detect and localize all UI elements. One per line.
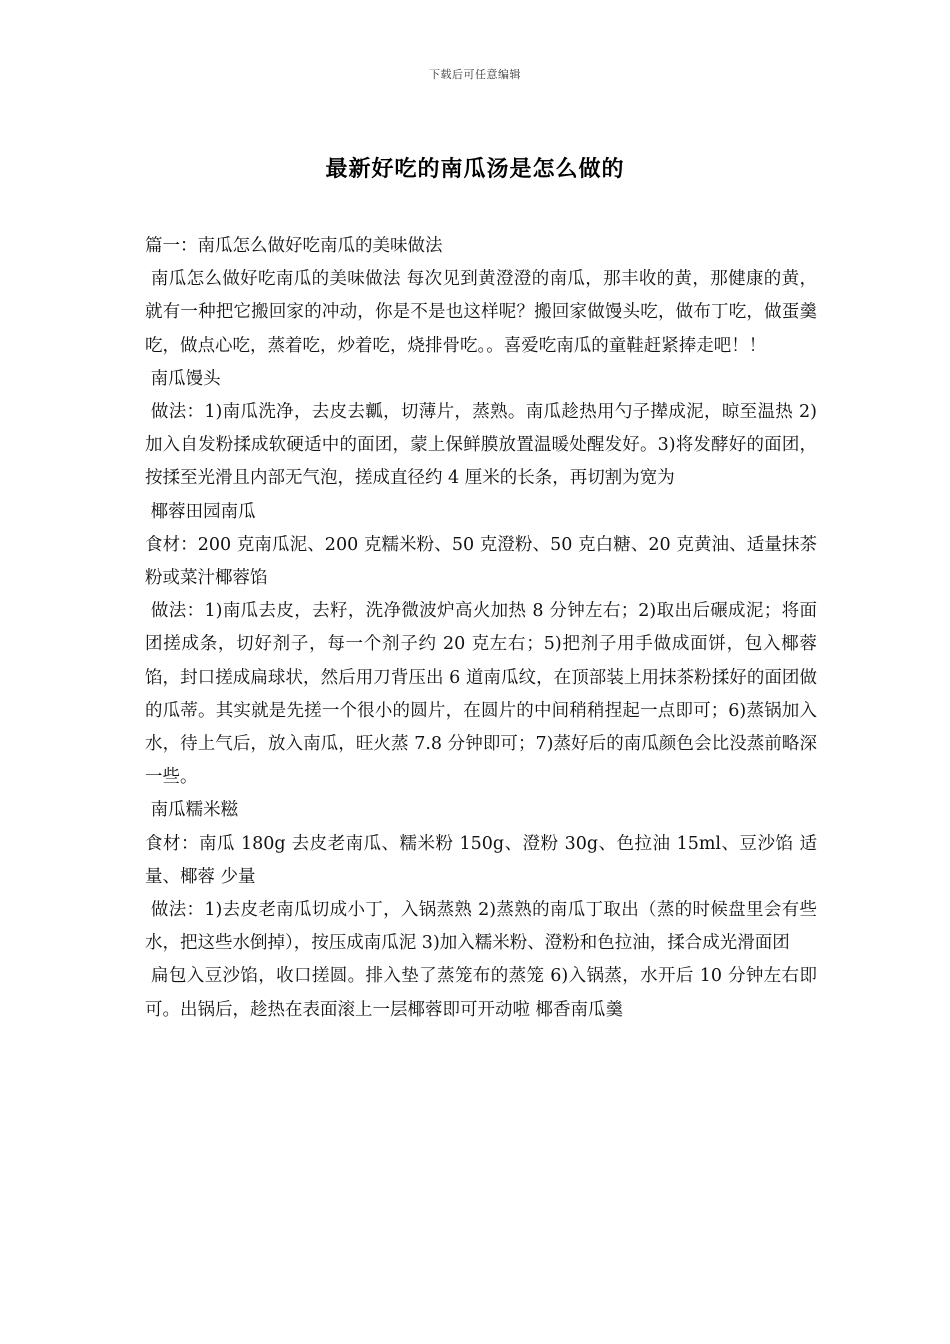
section-heading: 篇一：南瓜怎么做好吃南瓜的美味做法: [145, 236, 443, 256]
document-body: [145, 230, 817, 1027]
recipe-method: 扁包入豆沙馅，收口搓圆。排入垫了蒸笼布的蒸笼 6)入锅蒸，水开后 10 分钟左右即可。出锅后，趁热在表面滚上一层椰蓉即可开动啦 椰香南瓜羹: [145, 966, 817, 1020]
recipe-title: 椰蓉田园南瓜: [145, 501, 256, 522]
recipe-ingredients: 食材：200 克南瓜泥、200 克糯米粉、50 克澄粉、50 克白糖、20 克黄油、适量抹茶粉或菜汁椰蓉馅: [145, 534, 817, 589]
recipe-title: 南瓜馒头: [145, 368, 221, 389]
header-note: 下载后可任意编辑: [429, 68, 521, 81]
document-title: 最新好吃的南瓜汤是怎么做的: [325, 156, 625, 182]
recipe-method: 做法：1)去皮老南瓜切成小丁，入锅蒸熟 2)蒸熟的南瓜丁取出（蒸的时候盘里会有些水，把这些水倒掉），按压成南瓜泥 3)加入糯米粉、澄粉和色拉油，揉合成光滑面团: [145, 900, 817, 954]
recipe-ingredients: 食材：南瓜 180g 去皮老南瓜、糯米粉 150g、澄粉 30g、色拉油 15ml、豆沙馅 适量、椰蓉 少量: [145, 833, 817, 887]
recipe-title: 南瓜糯米糍: [145, 800, 239, 821]
recipe-method: 做法：1)南瓜洗净，去皮去瓤，切薄片，蒸熟。南瓜趁热用勺子撵成泥，晾至温热 2)加入自发粉揉成软硬适中的面团，蒙上保鲜膜放置温暖处醒发好。3)将发酵好的面团，按揉至光滑且内部无气泡，搓成直径约 4 厘米的长条，再切割为宽为: [145, 402, 817, 489]
intro-paragraph: 南瓜怎么做好吃南瓜的美味做法 每次见到黄澄澄的南瓜，那丰收的黄，那健康的黄，就有一种把它搬回家的冲动，你是不是也这样呢？搬回家做馒头吃，做布丁吃，做蛋羹吃，做点心吃，蒸着吃，炒着吃，烧排骨吃。。喜爱吃南瓜的童鞋赶紧捧走吧！！: [145, 269, 817, 356]
recipe-method: 做法：1)南瓜去皮，去籽，洗净微波炉高火加热 8 分钟左右；2)取出后碾成泥；将面团搓成条，切好剂子，每一个剂子约 20 克左右；5)把剂子用手做成面饼，包入椰蓉馅，封口搓成扁球状，然后用刀背压出 6 道南瓜纹，在顶部装上用抹茶粉揉好的面团做的瓜蒂。其实就是先搓一个很小的圆片，在圆片的中间稍稍捏起一点即可；6)蒸锅加入水，待上气后，放入南瓜，旺火蒸 7.8 分钟即可；7)蒸好后的南瓜颜色会比没蒸前略深一些。: [145, 601, 817, 788]
